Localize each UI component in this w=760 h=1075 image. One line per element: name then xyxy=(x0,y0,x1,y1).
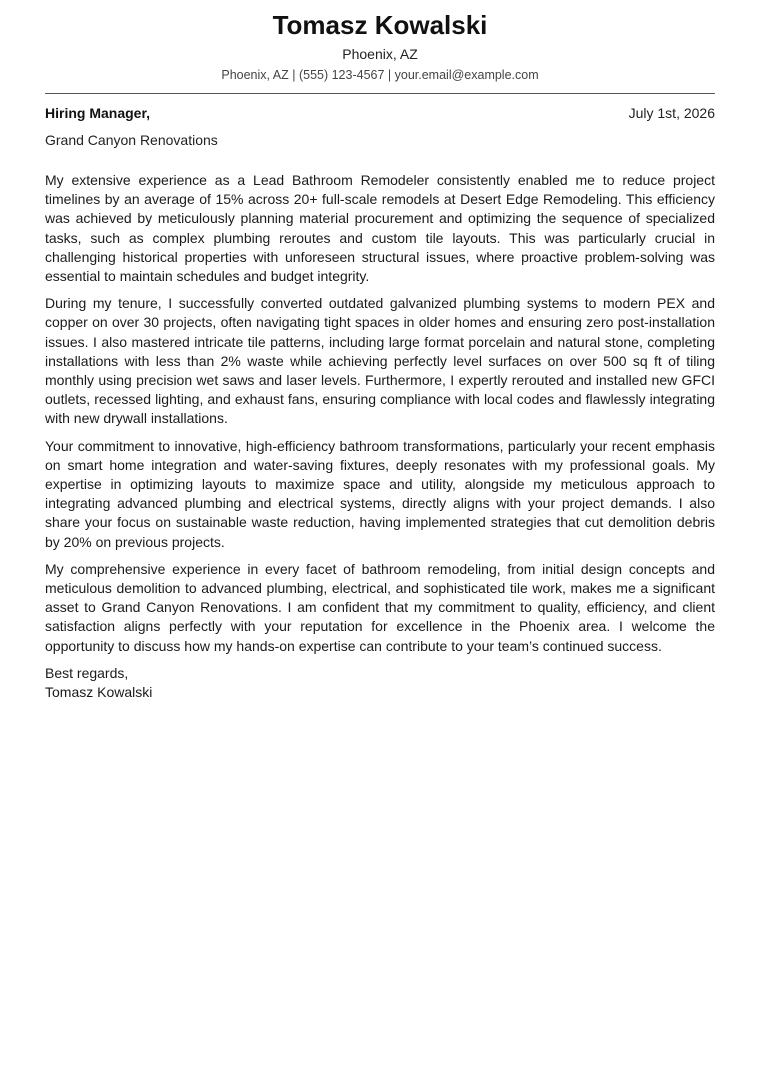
header-divider xyxy=(45,93,715,94)
letter-date: July 1st, 2026 xyxy=(628,105,715,121)
recipient-salutation: Hiring Manager, xyxy=(45,105,151,121)
applicant-contact-line: Phoenix, AZ | (555) 123-4567 | your.email@example.com xyxy=(221,68,539,82)
body-paragraph: My extensive experience as a Lead Bathroom Remodeler consistently enabled me to reduce project timelines by an average of 15% across 20+ full-scale remodels at Desert Edge Remodeling. This efficiency was achieved by meticulously planning material procurement and optimizing the sequence of specialized tasks, such as complex plumbing reroutes and custom tile layouts. This was particularly crucial in challenging historical properties with unforeseen structural issues, where proactive problem-solving was essential to maintain schedules and budget integrity. xyxy=(45,172,715,285)
applicant-location: Phoenix, AZ xyxy=(342,46,418,62)
letter-header xyxy=(45,0,715,83)
letter-closing xyxy=(45,664,715,702)
body-paragraph: During my tenure, I successfully converted outdated galvanized plumbing systems to modern PEX and copper on over 30 projects, often navigating tight spaces in older homes and ensuring zero post-installation issues. I also mastered intricate tile patterns, including large format porcelain and natural stone, completing installations with less than 2% waste while achieving perfectly level surfaces on over 500 sq ft of tiling monthly using precision wet saws and laser levels. Furthermore, I expertly rerouted and installed new GFCI outlets, recessed lighting, and exhaust fans, ensuring compliance with local codes and flawlessly integrating with new drywall installations. xyxy=(45,295,715,427)
recipient-date-row xyxy=(45,104,715,122)
letter-body xyxy=(45,171,715,656)
signature-name: Tomasz Kowalski xyxy=(45,683,153,700)
applicant-name: Tomasz Kowalski xyxy=(272,10,488,40)
company-name: Grand Canyon Renovations xyxy=(45,132,218,148)
body-paragraph: Your commitment to innovative, high-efficiency bathroom transformations, particularly your recent emphasis on smart home integration and water-saving fixtures, deeply resonates with my professional goals. My expertise in optimizing layouts to maximize space and utility, alongside my meticulous approach to integrating advanced plumbing and electrical systems, directly aligns with your project demands. I also share your focus on sustainable waste reduction, having implemented strategies that cut demolition debris by 20% on previous projects. xyxy=(45,437,715,550)
body-paragraph: My comprehensive experience in every facet of bathroom remodeling, from initial design concepts and meticulous demolition to advanced plumbing, electrical, and sophisticated tile work, makes me a significant asset to Grand Canyon Renovations. I am confident that my commitment to quality, efficiency, and client satisfaction aligns perfectly with your reputation for excellence in the Phoenix area. I welcome the opportunity to discuss how my hands-on expertise can contribute to your team’s continued success. xyxy=(45,560,715,654)
closing-phrase: Best regards, xyxy=(45,664,129,681)
